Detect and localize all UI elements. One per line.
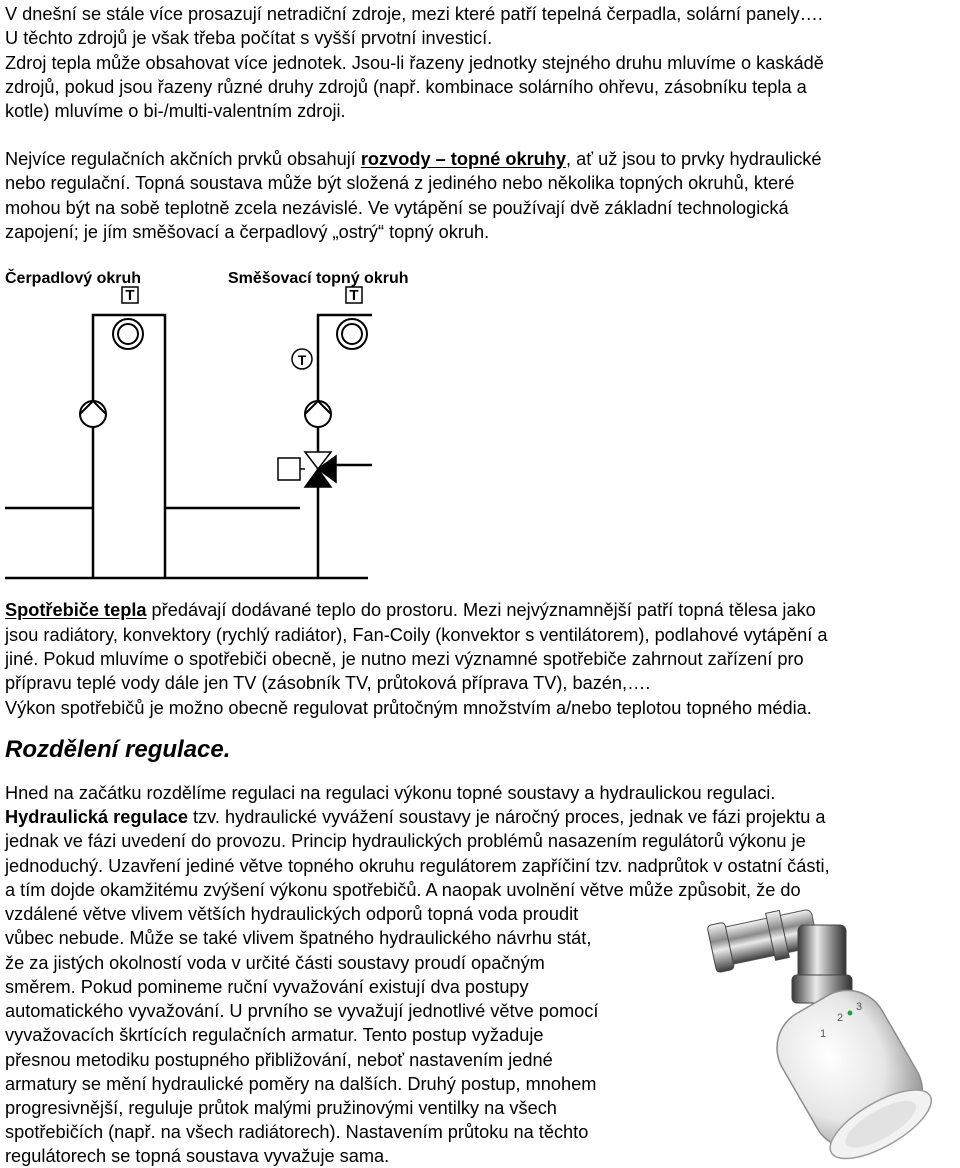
spotrebice-line: Spotřebiče tepla předávají dodávané teplo do prostoru. Mezi nejvýznamnější patří topná tělesa jako <box>5 600 816 620</box>
regulace-line: vzdálené větve vlivem větších hydraulických odporů topná voda proudit <box>5 904 579 924</box>
rozvody-line: Nejvíce regulačních akčních prvků obsahují rozvody – topné okruhy, ať už jsou to prvky hydraulické <box>5 149 822 169</box>
intro-line: zdrojů, pokud jsou řazeny různé druhy zdrojů (např. kombinace solárního ohřevu, zásobníku tepla a <box>5 77 807 97</box>
intro-line: kotle) mluvíme o bi-/multi-valentním zdroji. <box>5 101 346 121</box>
regulace-line: přesnou metodiku postupného přibližování, neboť nastavením jedné <box>5 1050 553 1070</box>
regulace-line: jednak ve fázi uvedení do provozu. Princip hydraulických problémů nasazením regulátorů výkonu je <box>5 831 806 851</box>
regulace-line: směrem. Pokud pomineme ruční vyvažování existují dva postupy <box>5 977 529 997</box>
dial-number: 1 <box>820 1028 827 1040</box>
pump-icon <box>80 401 106 427</box>
regulace-line: spotřebičích (např. na všech radiátorech). Nastavením průtoku na těchto <box>5 1122 589 1142</box>
regulace-line: jednoduchý. Uzavření jediné větve topného okruhu regulátorem zapříčiní tzv. nadprůtok v ostatní části, <box>5 856 830 876</box>
regulace-line: že za jistých okolností voda v určité části soustavy proudí opačným <box>5 953 545 973</box>
flow-temperature-sensor-icon <box>292 349 312 369</box>
regulace-line: a tím dojde okamžitému zvýšení výkonu spotřebičů. A naopak uvolnění větve může způsobit, že do <box>5 880 801 900</box>
rozvody-line: nebo regulační. Topná soustava může být složená z jediného nebo několika topných okruhů, které <box>5 173 795 193</box>
dial-number: 2 <box>837 1012 844 1024</box>
spotrebice-line: Výkon spotřebičů je možno obecně regulovat průtočným množstvím a/nebo teplotou topného média. <box>5 698 812 718</box>
intro-line: Zdroj tepla může obsahovat více jednotek. Jsou-li řazeny jednotky stejného druhu mluvíme o kaskádě <box>5 53 824 73</box>
dial-number: 3 <box>856 1001 863 1013</box>
regulace-line: Hydraulická regulace tzv. hydraulické vyvážení soustavy je náročný proces, jednak ve fázi projektu a <box>5 807 826 827</box>
regulace-line: vůbec nebude. Může se také vlivem špatného hydraulického návrhu stát, <box>5 928 592 948</box>
diagram-label-mixing-circuit: Směšovací topný okruh <box>228 270 409 287</box>
regulace-line: Hned na začátku rozdělíme regulaci na regulaci výkonu topné soustavy a hydraulickou regulaci. <box>5 783 776 803</box>
heating-circuit-diagram <box>0 285 372 585</box>
rozvody-line: zapojení; je jím směšovací a čerpadlový „ostrý“ topný okruh. <box>5 222 490 242</box>
spotrebice-line: jiné. Pokud mluvíme o spotřebiči obecně, je nutno mezi významné spotřebiče zahrnout zařízení pro <box>5 649 804 669</box>
rozvody-term: rozvody – topné okruhy <box>360 149 567 169</box>
dial-indicator-icon <box>848 1011 853 1016</box>
mixing-circuit-pipe <box>318 315 372 578</box>
svg-text:T: T <box>349 287 359 304</box>
thermostat-sensor-icon <box>346 287 362 304</box>
mixing-valve-icon <box>278 452 336 487</box>
thermostat-sensor-icon <box>122 287 138 304</box>
radiator-icon <box>118 324 138 344</box>
rozvody-line: mohou být na sobě teplotně zcela nezávislé. Ve vytápění se používají dvě základní technologická <box>5 198 789 218</box>
svg-text:T: T <box>297 352 307 368</box>
regulace-line: regulátorech se topná soustava vyvažuje sama. <box>5 1146 390 1166</box>
pump-icon <box>305 401 331 427</box>
intro-line: U těchto zdrojů je však třeba počítat s vyšší prvotní investicí. <box>5 28 493 48</box>
thermostatic-valve-image <box>700 895 955 1160</box>
regulace-line: automatického vyvažování. U prvního se vyvažují jednotlivé větve pomocí <box>5 1001 599 1021</box>
pump-circuit-pipe <box>93 315 165 578</box>
regulace-line: progresivnější, reguluje průtok malými pružinovými ventilky na všech <box>5 1098 557 1118</box>
diagram-label-pump-circuit: Čerpadlový okruh <box>5 270 142 287</box>
spotrebice-line: jsou radiátory, konvektory (rychlý radiátor), Fan-Coily (konvektor s ventilátorem), podlahové vytápění a <box>5 625 828 645</box>
intro-line: V dnešní se stále více prosazují netradiční zdroje, mezi které patří tepelná čerpadla, solární panely…. <box>5 4 823 24</box>
spotrebice-line: přípravu teplé vody dále jen TV (zásobník TV, průtoková příprava TV), bazén,…. <box>5 673 651 693</box>
regulace-line: armatury se mění hydraulické poměry na dalších. Druhý postup, mnohem <box>5 1074 597 1094</box>
svg-text:T: T <box>125 287 135 304</box>
section-heading: Rozdělení regulace. <box>5 736 231 763</box>
spotrebice-term: Spotřebiče tepla <box>5 600 147 620</box>
regulace-term: Hydraulická regulace <box>5 807 188 827</box>
radiator-icon <box>342 324 362 344</box>
regulace-line: vyvažovacích škrtících regulačních armatur. Tento postup vyžaduje <box>5 1025 544 1045</box>
